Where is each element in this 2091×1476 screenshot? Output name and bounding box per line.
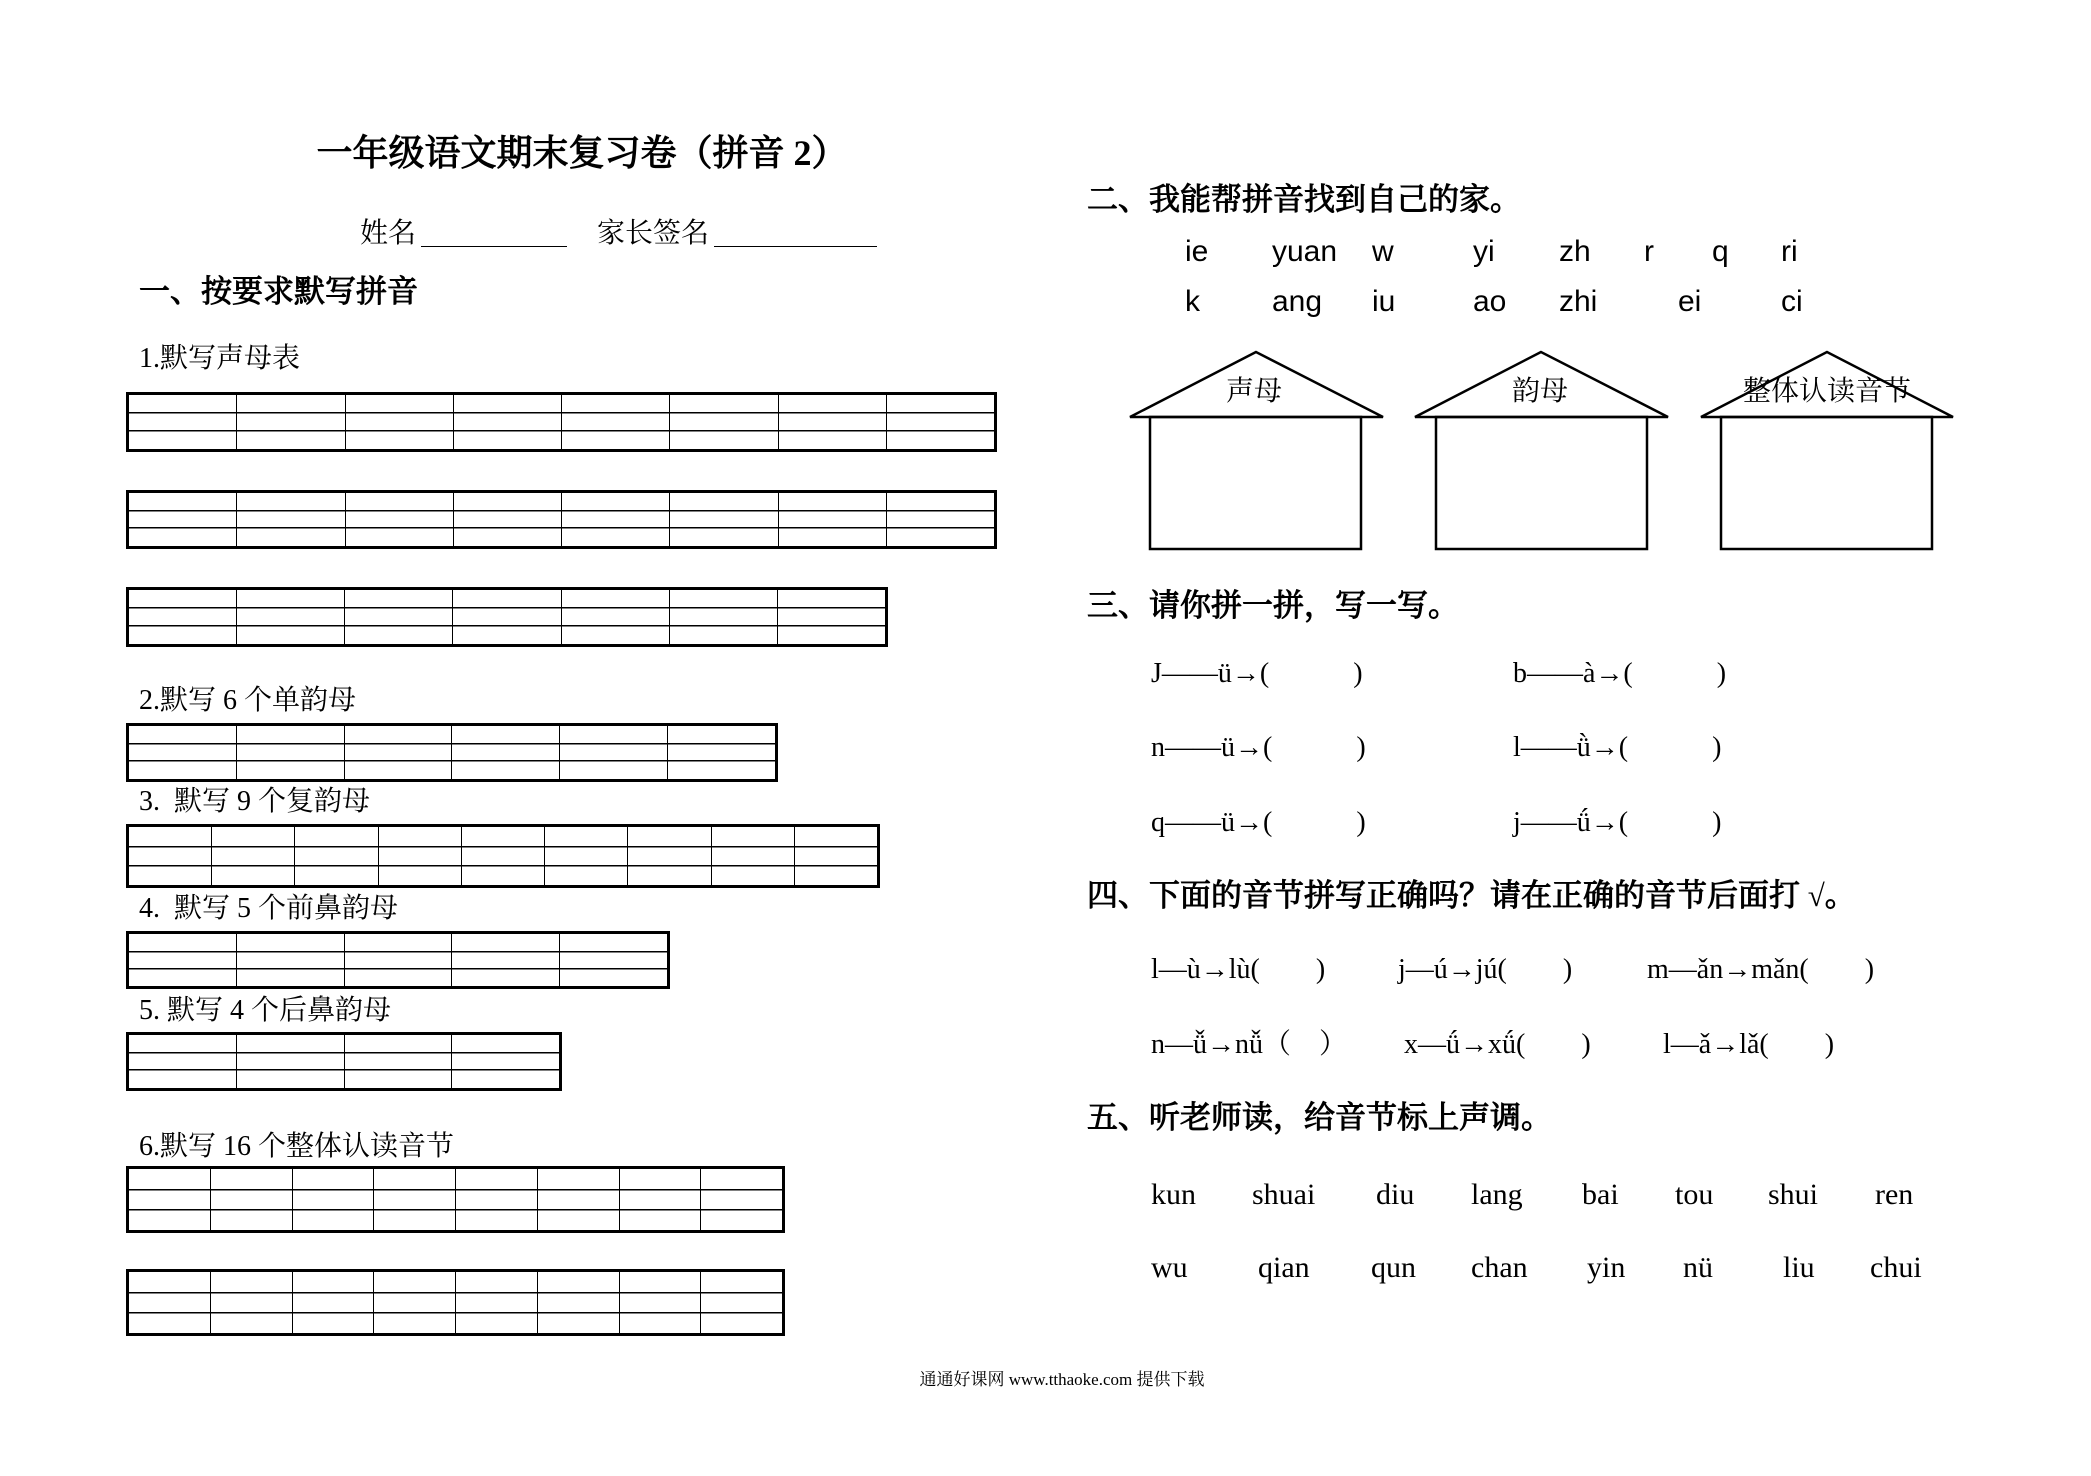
writing-cell xyxy=(669,590,777,644)
tone-syllable: bai xyxy=(1582,1178,1619,1211)
writing-cell xyxy=(129,1169,210,1230)
check-exercise: l—ǎ→lǎ( ) xyxy=(1663,1029,1835,1060)
tone-syllable: shui xyxy=(1768,1178,1819,1211)
pinyin-syllable: ei xyxy=(1678,285,1702,318)
writing-cell xyxy=(236,395,344,449)
writing-cell xyxy=(294,827,377,885)
writing-cell xyxy=(292,1272,374,1333)
writing-grid-whole-syllables-1 xyxy=(126,1166,785,1233)
writing-cell xyxy=(378,827,461,885)
writing-cell xyxy=(627,827,710,885)
writing-cell xyxy=(373,1272,455,1333)
pinyin-syllable: w xyxy=(1372,235,1394,268)
writing-cell xyxy=(451,934,559,986)
check-exercise: x—ǘ→xǘ( ) xyxy=(1404,1029,1591,1060)
section-3-heading: 三、请你拼一拼，写一写。 xyxy=(1087,588,1459,623)
writing-cell xyxy=(778,493,886,546)
writing-cell xyxy=(236,726,344,779)
writing-cell xyxy=(129,934,236,986)
writing-cell xyxy=(451,1035,559,1088)
task-label-front-nasal-finals: 4. 默写 5 个前鼻韵母 xyxy=(139,893,399,924)
student-name-label: 姓名 xyxy=(360,218,417,249)
writing-cell xyxy=(455,1272,537,1333)
check-exercise: j—ú→jú( ) xyxy=(1398,954,1573,985)
writing-cell xyxy=(373,1169,455,1230)
writing-cell xyxy=(129,493,236,546)
writing-cell xyxy=(544,827,627,885)
tone-syllable: yin xyxy=(1587,1251,1626,1284)
task-label-initials: 1.默写声母表 xyxy=(139,343,301,374)
writing-cell xyxy=(292,1169,374,1230)
writing-cell xyxy=(619,1169,701,1230)
writing-cell xyxy=(211,827,294,885)
parent-signature-blank-line xyxy=(714,220,877,247)
writing-cell xyxy=(129,395,236,449)
footer-credit: 通通好课网 www.tthaoke.com 提供下载 xyxy=(919,1370,1205,1389)
task-label-whole-syllables: 6.默写 16 个整体认读音节 xyxy=(139,1131,455,1162)
writing-grid-simple-finals xyxy=(126,723,778,782)
writing-cell xyxy=(461,827,544,885)
house-body xyxy=(1150,417,1361,549)
writing-cell xyxy=(453,395,561,449)
writing-cell xyxy=(451,726,559,779)
houses-illustration xyxy=(1100,340,1980,555)
writing-cell xyxy=(700,1169,782,1230)
section-4-heading: 四、下面的音节拼写正确吗？请在正确的音节后面打 √。 xyxy=(1087,878,1856,913)
writing-cell xyxy=(561,493,669,546)
writing-cell xyxy=(236,934,344,986)
house-body xyxy=(1721,417,1932,549)
house-body xyxy=(1436,417,1647,549)
pinyin-syllable: iu xyxy=(1372,285,1396,318)
pinyin-syllable: ci xyxy=(1781,285,1803,318)
writing-cell xyxy=(777,590,885,644)
spelling-exercise: b——à→( ) xyxy=(1513,658,1727,689)
writing-cell xyxy=(452,590,560,644)
writing-grid-initials-3 xyxy=(126,587,888,647)
tone-syllable: chan xyxy=(1471,1251,1528,1284)
writing-cell xyxy=(236,493,344,546)
writing-cell xyxy=(344,934,452,986)
writing-cell xyxy=(700,1272,782,1333)
task-label-back-nasal-finals: 5. 默写 4 个后鼻韵母 xyxy=(139,995,392,1026)
writing-cell xyxy=(561,395,669,449)
page-title: 一年级语文期末复习卷（拼音 2） xyxy=(316,133,848,173)
pinyin-syllable: zhi xyxy=(1559,285,1598,318)
pinyin-syllable: ri xyxy=(1781,235,1798,268)
tone-syllable: nü xyxy=(1683,1251,1713,1284)
writing-grid-initials-2 xyxy=(126,490,997,549)
tone-syllable: qian xyxy=(1258,1251,1310,1284)
writing-cell xyxy=(344,1035,452,1088)
section-5-heading: 五、听老师读，给音节标上声调。 xyxy=(1087,1100,1552,1135)
writing-cell xyxy=(345,493,453,546)
writing-cell xyxy=(455,1169,537,1230)
writing-cell xyxy=(236,1035,344,1088)
student-name-blank-line xyxy=(421,220,567,247)
section-2-heading: 二、我能帮拼音找到自己的家。 xyxy=(1087,182,1521,217)
pinyin-syllable: ao xyxy=(1473,285,1507,318)
check-exercise: m—ǎn→mǎn( ) xyxy=(1647,954,1875,985)
writing-cell xyxy=(210,1169,292,1230)
writing-cell xyxy=(344,726,452,779)
writing-cell xyxy=(561,590,669,644)
writing-cell xyxy=(453,493,561,546)
tone-syllable: chui xyxy=(1870,1251,1922,1284)
house-label-initials: 声母 xyxy=(1225,376,1282,407)
writing-cell xyxy=(129,590,236,644)
pinyin-syllable: q xyxy=(1712,235,1729,268)
writing-grid-compound-finals xyxy=(126,824,880,888)
writing-cell xyxy=(537,1272,619,1333)
writing-cell xyxy=(667,726,775,779)
pinyin-syllable: yuan xyxy=(1272,235,1338,268)
task-label-simple-finals: 2.默写 6 个单韵母 xyxy=(139,685,357,716)
tone-syllable: qun xyxy=(1371,1251,1416,1284)
parent-signature-label: 家长签名 xyxy=(597,218,710,249)
spelling-exercise: l——ǜ→( ) xyxy=(1513,732,1722,763)
pinyin-syllable: zh xyxy=(1559,235,1591,268)
writing-cell xyxy=(711,827,794,885)
pinyin-syllable: ang xyxy=(1272,285,1323,318)
house-label-finals: 韵母 xyxy=(1511,376,1568,407)
writing-grid-front-nasal-finals xyxy=(126,931,670,989)
writing-cell xyxy=(559,934,667,986)
writing-cell xyxy=(778,395,886,449)
pinyin-syllable: r xyxy=(1644,235,1654,268)
house-label-whole-syllables: 整体认读音节 xyxy=(1742,376,1911,407)
tone-syllable: shuai xyxy=(1252,1178,1316,1211)
writing-cell xyxy=(236,590,344,644)
tone-syllable: tou xyxy=(1675,1178,1714,1211)
writing-cell xyxy=(886,493,994,546)
writing-cell xyxy=(344,590,452,644)
spelling-exercise: q——ü→( ) xyxy=(1151,807,1366,838)
writing-cell xyxy=(537,1169,619,1230)
writing-cell xyxy=(345,395,453,449)
writing-cell xyxy=(794,827,877,885)
pinyin-syllable: k xyxy=(1185,285,1200,318)
writing-grid-back-nasal-finals xyxy=(126,1032,562,1091)
check-exercise: l—ù→lù( ) xyxy=(1151,954,1326,985)
check-exercise: n—ǚ→nǚ（ ） xyxy=(1151,1029,1348,1060)
tone-syllable: liu xyxy=(1783,1251,1815,1284)
writing-cell xyxy=(886,395,994,449)
pinyin-syllable: ie xyxy=(1185,235,1209,268)
writing-cell xyxy=(559,726,667,779)
tone-syllable: diu xyxy=(1376,1178,1415,1211)
writing-cell xyxy=(210,1272,292,1333)
tone-syllable: wu xyxy=(1151,1251,1188,1284)
writing-cell xyxy=(619,1272,701,1333)
tone-syllable: ren xyxy=(1875,1178,1914,1211)
spelling-exercise: J——ü→( ) xyxy=(1151,658,1363,689)
writing-cell xyxy=(669,493,777,546)
task-label-compound-finals: 3. 默写 9 个复韵母 xyxy=(139,786,371,817)
spelling-exercise: j——ǘ→( ) xyxy=(1513,807,1722,838)
section-1-heading: 一、按要求默写拼音 xyxy=(139,274,418,309)
writing-cell xyxy=(129,827,211,885)
tone-syllable: lang xyxy=(1471,1178,1523,1211)
writing-cell xyxy=(669,395,777,449)
writing-grid-initials-1 xyxy=(126,392,997,452)
writing-cell xyxy=(129,726,236,779)
writing-cell xyxy=(129,1272,210,1333)
spelling-exercise: n——ü→( ) xyxy=(1151,732,1366,763)
writing-grid-whole-syllables-2 xyxy=(126,1269,785,1336)
writing-cell xyxy=(129,1035,236,1088)
pinyin-syllable: yi xyxy=(1473,235,1495,268)
tone-syllable: kun xyxy=(1151,1178,1196,1211)
